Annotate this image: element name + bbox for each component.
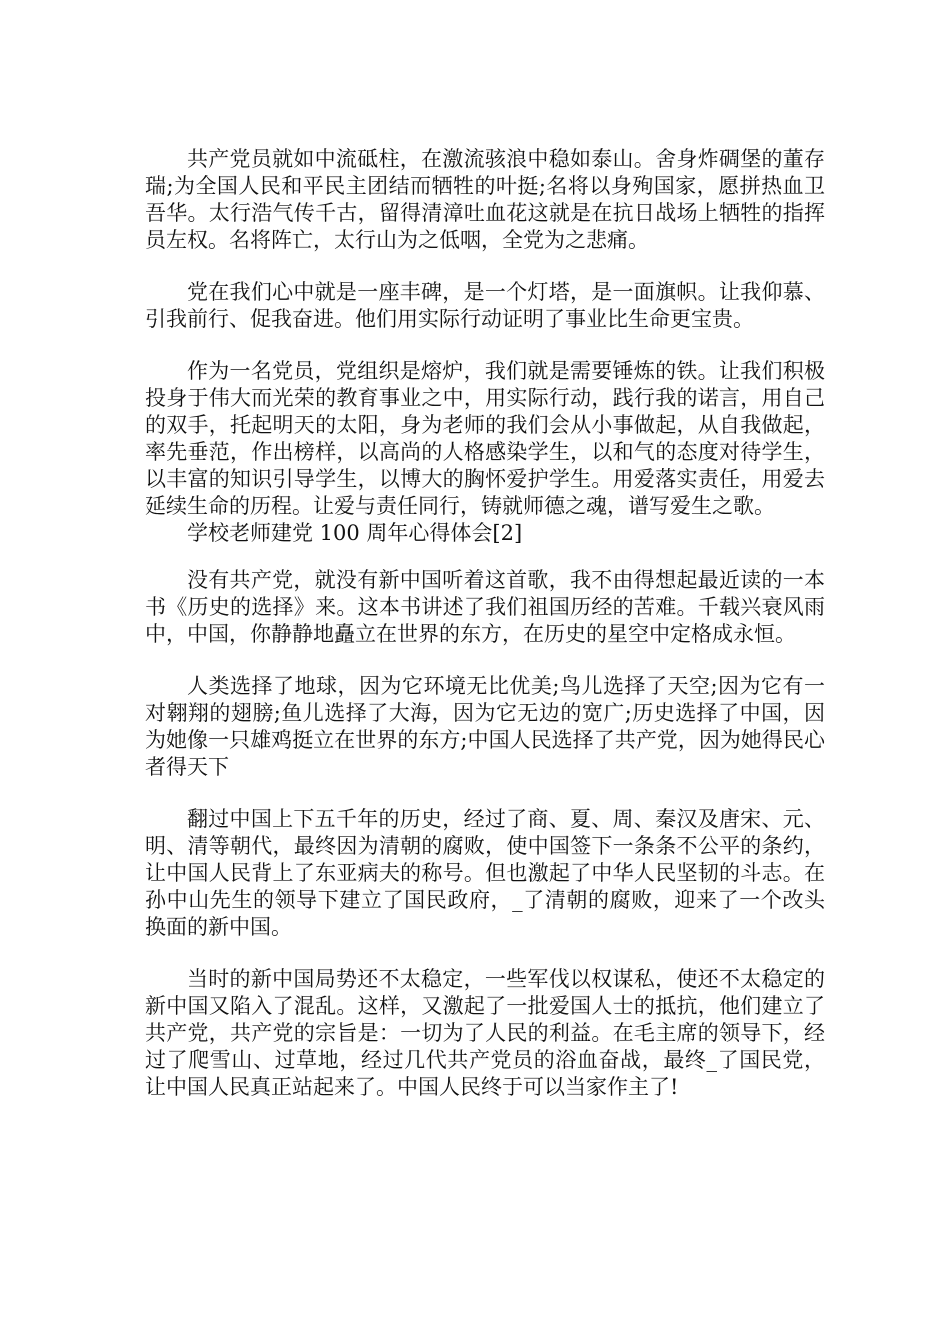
document-body <box>145 146 825 1101</box>
section-heading: 学校老师建党 100 周年心得体会[2] <box>187 521 523 545</box>
paragraph: 当时的新中国局势还不太稳定，一些军伐以权谋私，使还不太稳定的新中国又陷入了混乱。这样，又激起了一批爱国人士的抵抗，他们建立了共产党，共产党的宗旨是：一切为了人民的利益。在毛主席的领导下，经过了爬雪山、过草地，经过几代共产党员的浴血奋战，最终_了国民党，让中国人民真正站起来了。中国人民终于可以当家作主了! <box>145 967 825 1099</box>
paragraph: 人类选择了地球，因为它环境无比优美;鸟儿选择了天空;因为它有一对翱翔的翅膀;鱼儿选择了大海，因为它无边的宽广;历史选择了中国，因为她像一只雄鸡挺立在世界的东方;中国人民选择了共产党，因为她得民心者得天下 <box>145 674 825 779</box>
paragraph: 共产党员就如中流砥柱，在激流骇浪中稳如泰山。舍身炸碉堡的董存瑞;为全国人民和平民主团结而牺牲的叶挺;名将以身殉国家，愿拼热血卫吾华。太行浩气传千古，留得清漳吐血花这就是在抗日战场上牺牲的指挥员左权。名将阵亡，太行山为之低咽，全党为之悲痛。 <box>145 147 825 252</box>
paragraph: 党在我们心中就是一座丰碑，是一个灯塔，是一面旗帜。让我仰慕、引我前行、促我奋进。他们用实际行动证明了事业比生命更宝贵。 <box>145 280 825 331</box>
paragraph: 没有共产党，就没有新中国听着这首歌，我不由得想起最近读的一本书《历史的选择》来。这本书讲述了我们祖国历经的苦难。千载兴衰风雨中，中国，你静静地矗立在世界的东方，在历史的星空中定格成永恒。 <box>145 568 825 646</box>
paragraph: 翻过中国上下五千年的历史，经过了商、夏、周、秦汉及唐宋、元、明、清等朝代，最终因为清朝的腐败，使中国签下一条条不公平的条约，让中国人民背上了东亚病夫的称号。但也激起了中华人民坚韧的斗志。在孙中山先生的领导下建立了国民政府，_了清朝的腐败，迎来了一个改头换面的新中国。 <box>145 807 825 939</box>
paragraph: 作为一名党员，党组织是熔炉，我们就是需要锤炼的铁。让我们积极投身于伟大而光荣的教育事业之中，用实际行动，践行我的诺言，用自己的双手，托起明天的太阳，身为老师的我们会从小事做起，从自我做起，率先垂范，作出榜样，以高尚的人格感染学生，以和气的态度对待学生，以丰富的知识引导学生，以博大的胸怀爱护学生。用爱落实责任，用爱去延续生命的历程。让爱与责任同行，铸就师德之魂，谱写爱生之歌。 <box>145 359 825 518</box>
